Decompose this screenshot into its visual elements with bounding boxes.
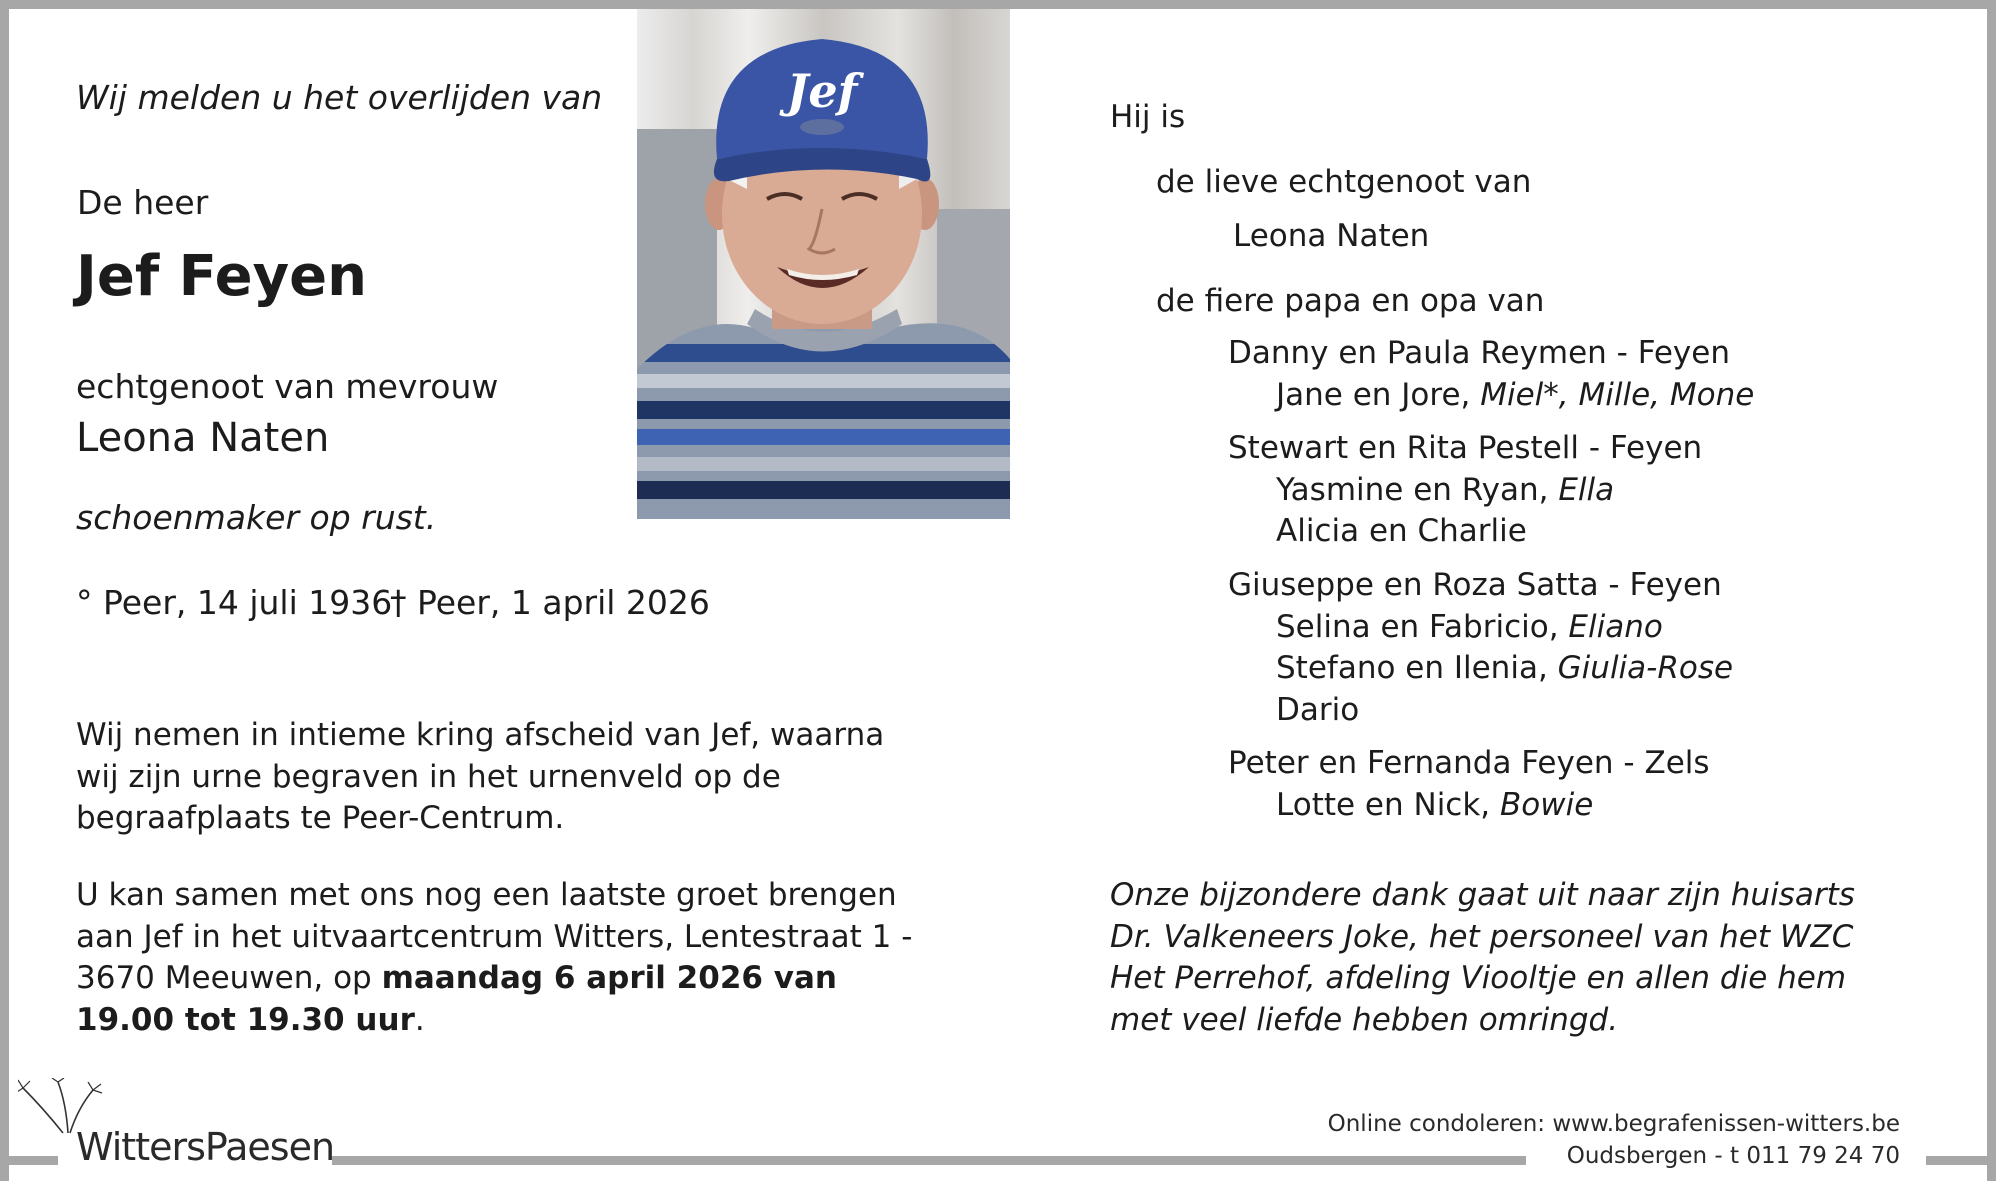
gc-names: Yasmine en Ryan, bbox=[1276, 472, 1559, 508]
spouse-label: echtgenoot van mevrouw bbox=[76, 367, 499, 406]
gc-names-italic: Miel*, Mille, Mone bbox=[1480, 377, 1755, 413]
visitation-end: . bbox=[414, 1001, 425, 1038]
gc-names-italic: Giulia-Rose bbox=[1557, 650, 1734, 686]
family-2-grandchildren-1 bbox=[1276, 472, 1614, 508]
cap-lettering: Jef bbox=[786, 64, 858, 118]
gc-names-italic: Ella bbox=[1558, 472, 1615, 508]
frame-top bbox=[0, 0, 1996, 9]
gc-names: Selina en Fabricio, bbox=[1276, 609, 1569, 645]
gc-names-italic: Bowie bbox=[1500, 787, 1594, 823]
family-4-grandchildren bbox=[1276, 787, 1593, 823]
birth-date: ° Peer, 14 juli 1936 bbox=[76, 583, 393, 622]
farewell-paragraph: Wij nemen in intieme kring afscheid van Jef, waarna wij zijn urne begraven in het urnenveld op de begraafplaats te Peer-Centrum. bbox=[76, 717, 885, 836]
death-date: † Peer, 1 april 2026 bbox=[390, 583, 710, 622]
frame-right bbox=[1987, 0, 1996, 1181]
family-2: Stewart en Rita Pestell - Feyen bbox=[1228, 430, 1703, 466]
contact-line: Oudsbergen - t 011 79 24 70 bbox=[1566, 1143, 1900, 1169]
visitation-datetime: maandag 6 april 2026 van 19.00 tot 19.30 uur bbox=[76, 960, 837, 1038]
family-1: Danny en Paula Reymen - Feyen bbox=[1228, 335, 1730, 371]
honorific: De heer bbox=[77, 183, 209, 222]
frame-bottom-right bbox=[1926, 1156, 1996, 1165]
gc-names: Stefano en Ilenia, bbox=[1276, 650, 1558, 686]
gc-names: Lotte en Nick, bbox=[1276, 787, 1501, 823]
condolence-line: Online condoleren: www.begrafenissen-witters.be bbox=[1327, 1111, 1900, 1137]
logo-text: WittersPaesen bbox=[76, 1125, 335, 1169]
visitation-paragraph bbox=[76, 875, 936, 1041]
spouse-name: Leona Naten bbox=[76, 415, 330, 461]
frame-bottom-left bbox=[0, 1156, 58, 1165]
visitation-text: U kan samen met ons nog een laatste groet brengen aan Jef in het uitvaartcentrum Witters, Lentestraat 1 - 3670 Meeuwen, op bbox=[76, 877, 913, 996]
intro-text: Wij melden u het overlijden van bbox=[76, 78, 603, 117]
spouse-intro: de lieve echtgenoot van bbox=[1156, 164, 1532, 200]
family-3: Giuseppe en Roza Satta - Feyen bbox=[1228, 567, 1722, 603]
family-3-grandchildren-2 bbox=[1276, 650, 1733, 686]
portrait-illustration bbox=[637, 9, 1010, 519]
deceased-name: Jef Feyen bbox=[76, 244, 367, 309]
frame-left bbox=[0, 0, 9, 1181]
portrait-photo bbox=[637, 9, 1010, 519]
family-4: Peter en Fernanda Feyen - Zels bbox=[1228, 745, 1710, 781]
hij-is: Hij is bbox=[1110, 99, 1186, 135]
family-2-grandchildren-2: Alicia en Charlie bbox=[1276, 513, 1527, 549]
gc-names: Jane en Jore, bbox=[1276, 377, 1481, 413]
children-intro: de fiere papa en opa van bbox=[1156, 283, 1545, 319]
gc-names-italic: Eliano bbox=[1568, 609, 1663, 645]
family-3-grandchildren-1 bbox=[1276, 609, 1663, 645]
spouse-name-right: Leona Naten bbox=[1233, 218, 1430, 254]
thanks-paragraph: Onze bijzondere dank gaat uit naar zijn huisarts Dr. Valkeneers Joke, het personeel van het WZC Het Perrehof, afdeling Viooltje en allen die hem met veel liefde hebben omringd. bbox=[1110, 877, 1855, 1038]
occupation: schoenmaker op rust. bbox=[76, 498, 437, 537]
family-1-grandchildren bbox=[1276, 377, 1754, 413]
family-3-grandchildren-3: Dario bbox=[1276, 692, 1360, 728]
frame-bottom-mid bbox=[332, 1156, 1526, 1165]
